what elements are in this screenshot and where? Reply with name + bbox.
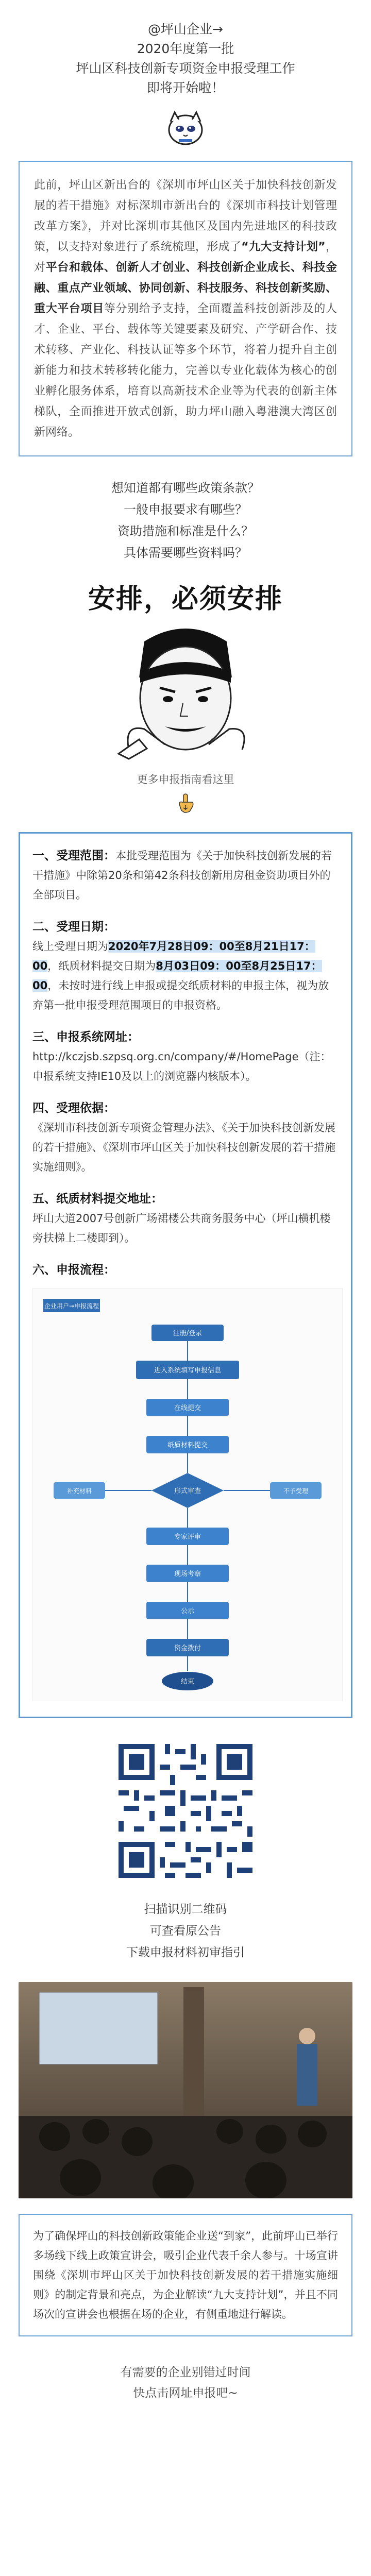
seminar-summary-box [19, 2214, 352, 2336]
section-process-title: 六、申报流程： [32, 1263, 115, 1277]
section-date-title: 二、受理日期： [32, 920, 115, 934]
question-1: 想知道都有哪些政策条款？ [111, 481, 260, 495]
date-online-label: 线上受理日期为 [32, 940, 108, 953]
section-address-text: 坪山大道2007号创新广场裙楼公共商务服务中心（坪山横机楼旁扶梯上二楼即到）。 [32, 1212, 331, 1244]
mascot-icon [163, 105, 208, 149]
question-2: 一般申报要求有哪些？ [124, 502, 247, 517]
header-mention: @坪山企业→ [148, 22, 223, 37]
section-address-title: 五、纸质材料提交地址： [32, 1192, 163, 1206]
date-paper-label: ，纸质材料提交日期为 [47, 960, 156, 972]
guide-box [19, 832, 352, 1718]
date-paper-range: 8月03日09：00至8月25日17：00 [32, 960, 322, 992]
header-start: 即将开始啦！ [146, 80, 224, 95]
question-4: 具体需要哪些资料吗？ [124, 546, 247, 560]
intro-box [19, 161, 352, 456]
flow-branch-b: 不予受理 [283, 1487, 309, 1495]
footer [0, 2362, 371, 2403]
header [0, 0, 371, 98]
intro-bold-plans: “九大支持计划” [241, 241, 326, 253]
flow-step-4: 形式审查 [174, 1487, 201, 1495]
section-date [32, 937, 339, 1015]
section-basis-title: 四、受理依据： [32, 1101, 115, 1115]
point-down-icon [0, 793, 371, 814]
seminar-photo [19, 1982, 352, 2198]
flow-end: 结束 [180, 1678, 195, 1686]
question-3: 资助措施和标准是什么？ [117, 524, 254, 538]
intro-text-3: 等分别给予支持，全面覆盖科技创新涉及的人才、企业、平台、载体等关键要素及研究、产学研合作、技术转移、产业化、科技认证等多个环节，将着力提升自主创新能力和技术转移转化能力，完善以专业化载体为核心的创业孵化服务体系，培育以高新技术企业等为代表的创新主体梯队，全面推进开放式创新，助力坪山融入粤港澳大湾区创新网络。 [34, 302, 337, 439]
meme-image [0, 621, 371, 760]
question-list [0, 477, 371, 564]
flow-start-label: 注册/登录 [173, 1330, 203, 1337]
flow-step-8: 资金拨付 [174, 1645, 201, 1652]
section-basis-text: 《深圳市科技创新专项资金管理办法》、《关于加快科技创新发展的若干措施》、《深圳市坪山区关于加快科技创新发展的若干措施实施细则》。 [32, 1122, 335, 1173]
qr-code-wrap [0, 1739, 371, 1883]
header-batch: 2020年度第一批 [137, 41, 234, 56]
flow-branch-a: 补充材料 [66, 1487, 92, 1495]
meme-face-icon [108, 621, 263, 760]
section-url-title: 三、申报系统网址： [32, 1030, 139, 1044]
flow-step-3: 纸质材料提交 [167, 1442, 208, 1449]
section-scope-text: 本批受理范围为《关于加快科技创新发展的若干措施》中除第20条和第42条科技创新用房租金资助项目外的全部项目。 [32, 850, 332, 901]
qr-caption-2: 可查看原公告 [150, 1924, 221, 1938]
footer-line-2: 快点击网址申报吧~ [133, 2386, 238, 2400]
qr-caption-3: 下载申报材料初审指引 [126, 1946, 245, 1959]
qr-caption-1: 扫描识别二维码 [144, 1903, 227, 1916]
section-scope [32, 846, 339, 905]
qr-code-icon[interactable] [113, 1739, 258, 1883]
qr-caption [0, 1899, 371, 1963]
process-flowchart [32, 1288, 343, 1701]
meme-title: 安排，必须安排 [88, 584, 283, 615]
flow-step-5: 专家评审 [174, 1533, 201, 1541]
flow-step-7: 公示 [180, 1607, 195, 1615]
seminar-summary-text: 为了确保坪山的科技创新政策能企业送“到家”，此前坪山已举行多场线下线上政策宣讲会，吸引企业代表千余人参与。十场宣讲围绕《深圳市坪山区关于加快科技创新发展的若干措施实施细则》的制定背景和亮点，为企业解读“九大支持计划”，并且不同场次的宣讲会也根据在场的企业，有侧重地进行解读。 [33, 2230, 338, 2320]
date-note: ，未按时进行线上申报或提交纸质材料的申报主体，视为放弃第一批申报受理范围项目的申报资格。 [32, 979, 329, 1011]
footer-line-1: 有需要的企业别错过时间 [120, 2366, 251, 2379]
more-guide-text: 更多申报指南看这里 [137, 773, 234, 786]
flow-step-1: 进入系统填写申报信息 [154, 1367, 222, 1375]
intro-text-1: 此前，坪山区新出台的《深圳市坪山区关于加快科技创新发展的若干措施》对标深圳市新出台的《深圳市科技计划管理改革方案》，并对比深圳市其他区及国内先进地区的科技政策，以支持对象进行了系统梳理，形成了 [34, 179, 337, 253]
flow-step-6: 现场考察 [174, 1570, 201, 1578]
flow-title: 企业用户→申报流程 [44, 1302, 99, 1310]
date-online-range: 2020年7月28日09：00至8月21日17：00 [32, 940, 315, 972]
mascot-logo [0, 105, 371, 149]
header-subject: 坪山区科技创新专项资金申报受理工作 [76, 61, 295, 76]
intro-bold-areas: 平台和载体、创新人才创业、科技创新企业成长、科技金融、重点产业领域、协同创新、科技服务、科技创新奖励、重大平台项目 [34, 261, 337, 315]
system-url-link[interactable]: http://kczjsb.szpsq.org.cn/company/#/HomePage（注：申报系统支持IE10及以上的浏览器内核版本）。 [32, 1050, 331, 1082]
section-scope-title: 一、受理范围： [32, 849, 115, 862]
intro-text-2: ，对 [34, 241, 337, 274]
flow-step-2: 在线提交 [174, 1404, 201, 1412]
